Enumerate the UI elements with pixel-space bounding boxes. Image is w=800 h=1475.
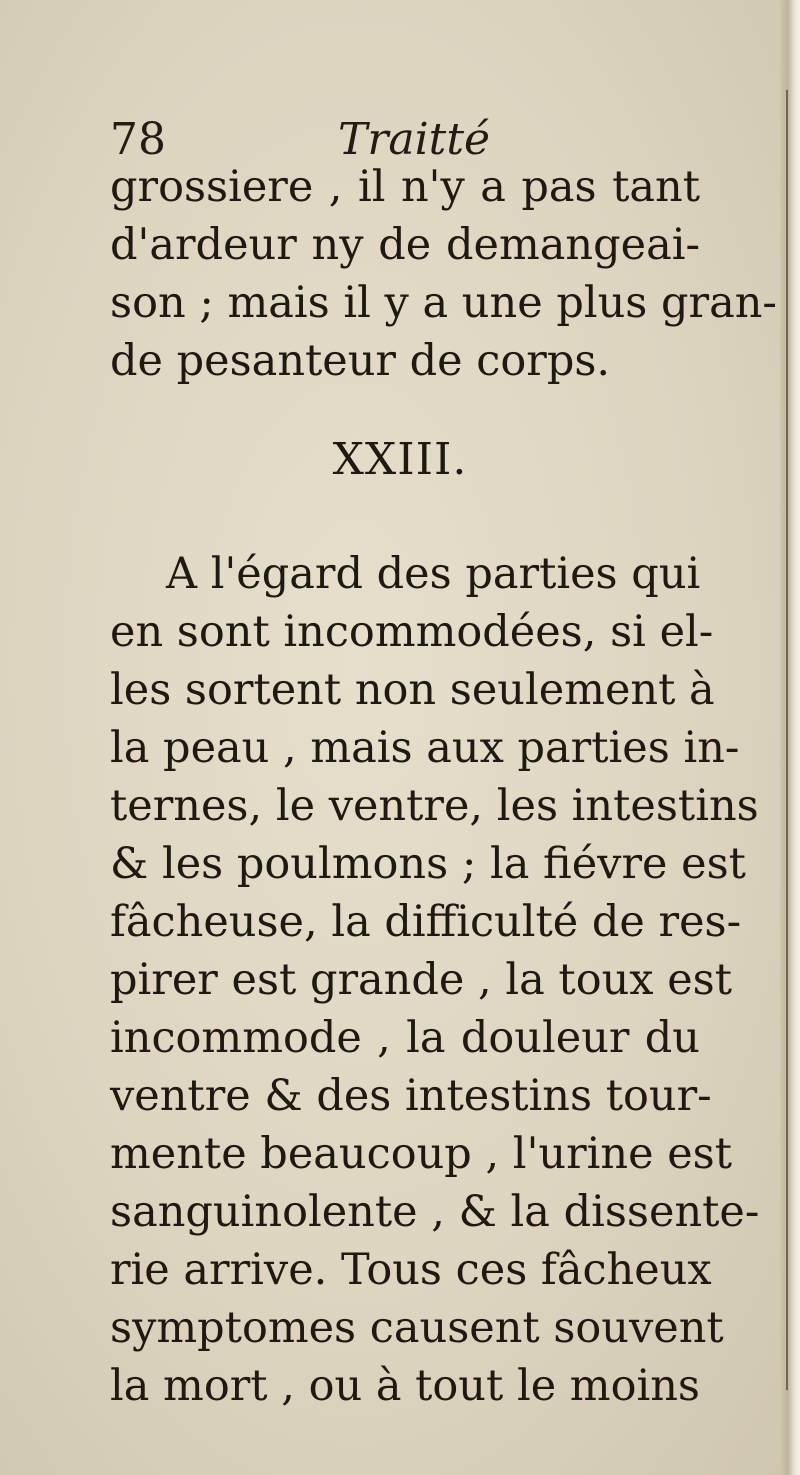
text-line: son ; mais il y a une plus gran- (110, 278, 777, 328)
text-line: symptomes causent souvent (110, 1303, 724, 1353)
text-line: les sortent non seulement à (110, 665, 715, 715)
text-line: de pesanteur de corps. (110, 336, 611, 386)
text-line: d'ardeur ny de demangeai- (110, 220, 700, 270)
paragraph-2 (110, 545, 760, 1415)
text-line: grossiere , il n'y a pas tant (110, 162, 700, 212)
book-gutter (780, 0, 800, 1475)
text-line: la peau , mais aux parties in- (110, 723, 740, 773)
text-line: incommode , la douleur du (110, 1013, 700, 1063)
text-line: la mort , ou à tout le moins (110, 1361, 700, 1411)
text-line: mente beaucoup , l'urine est (110, 1129, 732, 1179)
gutter-shadow-line (786, 90, 788, 1390)
page-number: 78 (110, 114, 166, 165)
text-line: ventre & des intestins tour- (110, 1071, 712, 1121)
text-line: fâcheuse, la difficulté de res- (110, 897, 742, 947)
text-line: & les poulmons ; la fiévre est (110, 839, 746, 889)
running-head: Traitté (338, 114, 491, 165)
text-line: rie arrive. Tous ces fâcheux (110, 1245, 712, 1295)
text-line: en sont incommodées, si el- (110, 607, 714, 657)
text-line: ternes, le ventre, les intestins (110, 781, 759, 831)
text-line: A l'égard des parties qui (166, 549, 701, 599)
section-number: XXIII. (332, 434, 468, 485)
text-line: pirer est grande , la toux est (110, 955, 732, 1005)
text-line: sanguinolente , & la dissente- (110, 1187, 760, 1237)
paragraph-1 (110, 158, 777, 390)
